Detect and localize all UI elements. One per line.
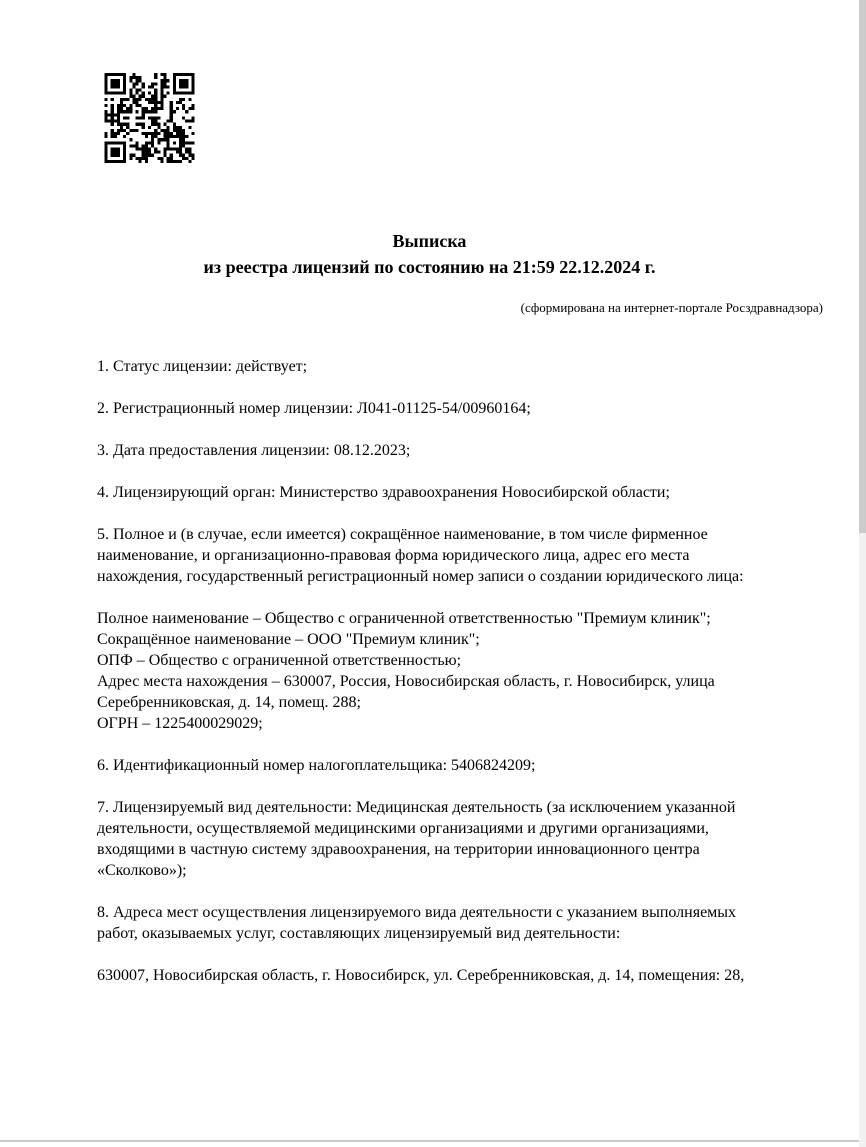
text-line: работ, оказываемых услуг, составляющих лицензируемый вид деятельности: [97, 925, 621, 942]
text-line: Полное наименование – Общество с ограниченной ответственностью "Премиум клиник"; [97, 610, 711, 627]
document-body [97, 356, 809, 986]
scrollbar-track[interactable] [859, 0, 866, 1147]
text-line: ОГРН – 1225400029029; [97, 715, 263, 732]
text-line: «Сколково»); [97, 862, 187, 879]
text-line: 2. Регистрационный номер лицензии: Л041-01125-54/00960164; [97, 400, 531, 417]
text-line: входящими в частную систему здравоохранения, на территории инновационного центра [97, 841, 700, 858]
qr-code-icon [103, 73, 196, 163]
text-line: 3. Дата предоставления лицензии: 08.12.2023; [97, 442, 411, 459]
text-line: Серебренниковская, д. 14, помещ. 288; [97, 694, 361, 711]
page-bottom-edge [0, 1140, 859, 1142]
text-line: 6. Идентификационный номер налогоплательщика: 5406824209; [97, 757, 536, 774]
paragraph [97, 482, 809, 503]
paragraph [97, 797, 809, 881]
paragraph [97, 902, 809, 944]
text-line: деятельности, осуществляемой медицинскими организациями и другими организациями, [97, 820, 709, 837]
text-line: 4. Лицензирующий орган: Министерство здравоохранения Новосибирской области; [97, 484, 670, 501]
text-line: нахождения, государственный регистрационный номер записи о создании юридического лица: [97, 568, 744, 585]
paragraph [97, 608, 809, 734]
text-line: 1. Статус лицензии: действует; [97, 358, 308, 375]
text-line: Адрес места нахождения – 630007, Россия, Новосибирская область, г. Новосибирск, улица [97, 673, 715, 690]
document-title [0, 228, 859, 280]
title-line-2: из реестра лицензий по состоянию на 21:59 22.12.2024 г. [203, 257, 656, 277]
document-subtitle: (сформирована на интернет-портале Росздравнадзора) [520, 300, 823, 315]
scrollbar-thumb[interactable] [859, 0, 866, 533]
paragraph [97, 755, 809, 776]
paragraph [97, 398, 809, 419]
paragraph [97, 965, 809, 986]
text-line: Сокращённое наименование – ООО "Премиум клиник"; [97, 631, 480, 648]
text-line: 8. Адреса мест осуществления лицензируемого вида деятельности с указанием выполняемых [97, 904, 737, 921]
paragraph [97, 440, 809, 461]
text-line: 5. Полное и (в случае, если имеется) сокращённое наименование, в том числе фирменное [97, 526, 708, 543]
text-line: наименование, и организационно-правовая форма юридического лица, адрес его места [97, 547, 690, 564]
paragraph [97, 356, 809, 377]
text-line: 630007, Новосибирская область, г. Новосибирск, ул. Серебренниковская, д. 14, помещения: 28, [97, 967, 745, 984]
paragraph [97, 524, 809, 587]
text-line: ОПФ – Общество с ограниченной ответственностью; [97, 652, 462, 669]
title-line-1: Выписка [392, 231, 467, 251]
text-line: 7. Лицензируемый вид деятельности: Медицинская деятельность (за исключением указанной [97, 799, 736, 816]
